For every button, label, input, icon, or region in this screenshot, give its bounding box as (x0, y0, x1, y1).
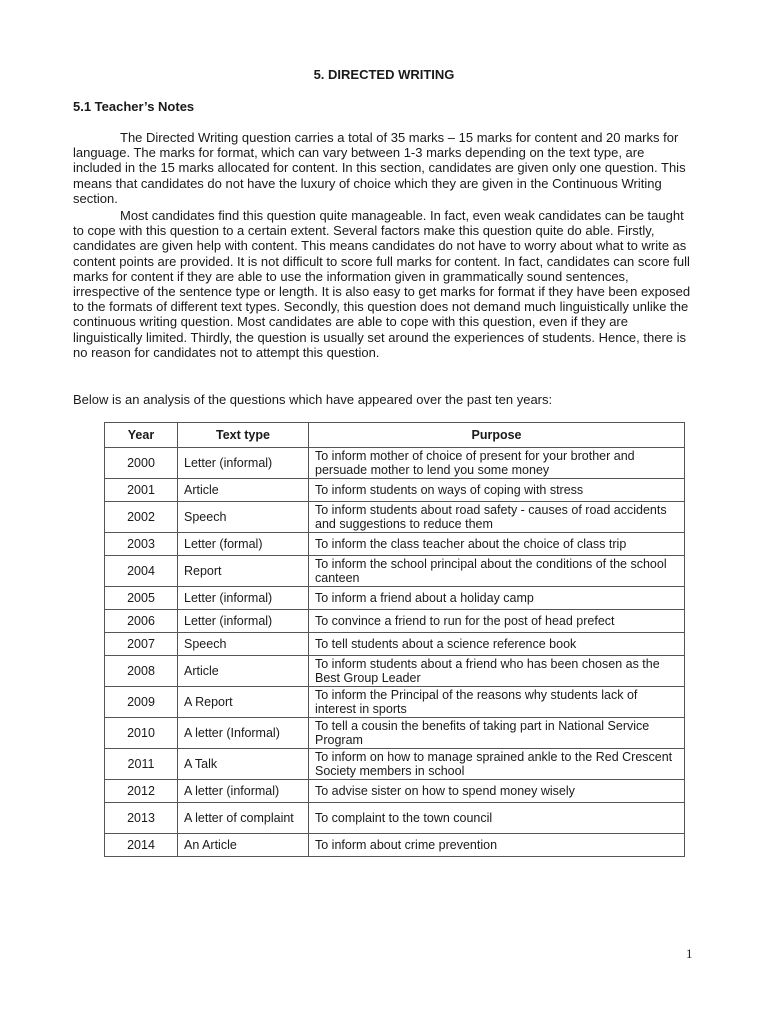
header-text-type: Text type (178, 423, 309, 448)
table-row (105, 803, 685, 834)
cell-text-type: Letter (informal) (178, 610, 309, 633)
cell-text-type: Letter (informal) (178, 448, 309, 479)
cell-purpose: To inform on how to manage sprained ankle to the Red Crescent Society members in school (309, 749, 685, 780)
cell-year: 2001 (105, 479, 178, 502)
cell-purpose: To inform the school principal about the conditions of the school canteen (309, 556, 685, 587)
cell-purpose: To tell students about a science reference book (309, 633, 685, 656)
paragraph-1 (73, 130, 695, 206)
questions-analysis-table (104, 422, 685, 857)
cell-year: 2004 (105, 556, 178, 587)
cell-purpose: To inform about crime prevention (309, 834, 685, 857)
table-intro: Below is an analysis of the questions which have appeared over the past ten years: (73, 392, 553, 407)
cell-text-type: Speech (178, 633, 309, 656)
cell-purpose: To complaint to the town council (309, 803, 685, 834)
cell-text-type: A Talk (178, 749, 309, 780)
paragraph-2-text: Most candidates find this question quite manageable. In fact, even weak candidates can be taught to cope with this question to a certain extent. Several factors make this question quite do able. Firstly, candidates are given help with content. This means candidates do not have to worry about what to write as content points are provided. It is not difficult to score full marks for content. In fact, candidates can score full marks for content if they are able to use the information given in grammatically sound sentences, irrespective of the sentence type or length. It is also easy to get marks for format if they have been exposed to the formats of different text types. Secondly, this question does not demand much linguistically unlike the continuous writing question. Most candidates are able to cope with this question, even if they are linguistically limited. Thirdly, the question is usually set around the experiences of students. Hence, there is no reason for candidates not to attempt this question. (73, 208, 691, 360)
cell-purpose: To inform students on ways of coping with stress (309, 479, 685, 502)
cell-year: 2014 (105, 834, 178, 857)
cell-purpose: To convince a friend to run for the post of head prefect (309, 610, 685, 633)
cell-year: 2011 (105, 749, 178, 780)
cell-text-type: A letter of complaint (178, 803, 309, 834)
cell-year: 2012 (105, 780, 178, 803)
cell-year: 2008 (105, 656, 178, 687)
cell-year: 2007 (105, 633, 178, 656)
cell-text-type: Speech (178, 502, 309, 533)
table-row (105, 834, 685, 857)
table-row (105, 479, 685, 502)
table-row (105, 556, 685, 587)
cell-text-type: Article (178, 479, 309, 502)
table-row (105, 502, 685, 533)
table-row (105, 780, 685, 803)
cell-year: 2005 (105, 587, 178, 610)
cell-text-type: A Report (178, 687, 309, 718)
cell-purpose: To inform students about a friend who has been chosen as the Best Group Leader (309, 656, 685, 687)
paragraph-2 (73, 208, 695, 360)
cell-text-type: An Article (178, 834, 309, 857)
cell-year: 2013 (105, 803, 178, 834)
cell-text-type: Article (178, 656, 309, 687)
page-title: 5. DIRECTED WRITING (313, 67, 455, 82)
cell-purpose: To advise sister on how to spend money wisely (309, 780, 685, 803)
table-header-row (105, 423, 685, 448)
table-row (105, 533, 685, 556)
cell-purpose: To inform students about road safety - causes of road accidents and suggestions to reduce them (309, 502, 685, 533)
table-row (105, 718, 685, 749)
table-row (105, 587, 685, 610)
section-heading: 5.1 Teacher’s Notes (73, 99, 195, 114)
cell-purpose: To tell a cousin the benefits of taking part in National Service Program (309, 718, 685, 749)
table-row (105, 656, 685, 687)
cell-text-type: Letter (formal) (178, 533, 309, 556)
cell-year: 2000 (105, 448, 178, 479)
cell-year: 2003 (105, 533, 178, 556)
header-year: Year (105, 423, 178, 448)
table-row (105, 687, 685, 718)
paragraph-1-text: The Directed Writing question carries a total of 35 marks – 15 marks for content and 20 marks for language. The marks for format, which can vary between 1-3 marks depending on the text type, are included in the 15 marks allocated for content. In this section, candidates are given only one question. This means that candidates do not have the luxury of choice which they are given in the Continuous Writing section. (73, 130, 686, 206)
cell-purpose: To inform mother of choice of present for your brother and persuade mother to lend you some money (309, 448, 685, 479)
cell-year: 2009 (105, 687, 178, 718)
cell-text-type: Report (178, 556, 309, 587)
table-row (105, 749, 685, 780)
cell-purpose: To inform the class teacher about the choice of class trip (309, 533, 685, 556)
cell-text-type: Letter (informal) (178, 587, 309, 610)
cell-year: 2006 (105, 610, 178, 633)
table-row (105, 610, 685, 633)
table-row (105, 448, 685, 479)
cell-year: 2010 (105, 718, 178, 749)
table-row (105, 633, 685, 656)
page-number: 1 (686, 946, 693, 961)
header-purpose: Purpose (309, 423, 685, 448)
cell-text-type: A letter (informal) (178, 780, 309, 803)
cell-year: 2002 (105, 502, 178, 533)
cell-purpose: To inform the Principal of the reasons why students lack of interest in sports (309, 687, 685, 718)
cell-text-type: A letter (Informal) (178, 718, 309, 749)
cell-purpose: To inform a friend about a holiday camp (309, 587, 685, 610)
